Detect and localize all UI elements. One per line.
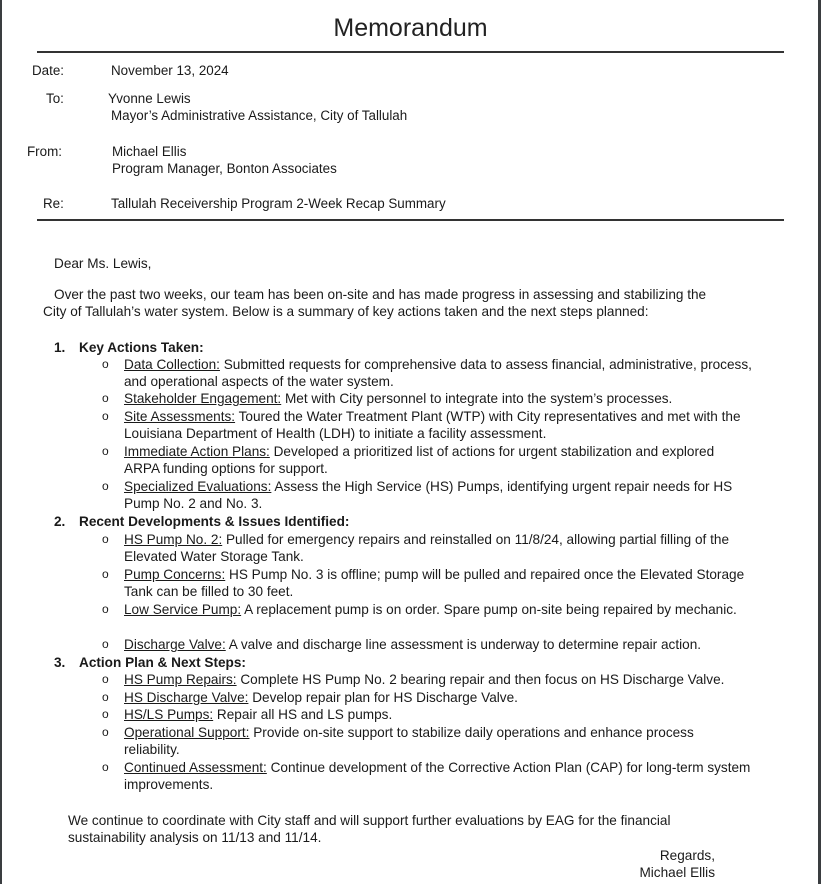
section-title: Action Plan & Next Steps: [79, 655, 246, 670]
list-item [102, 759, 762, 793]
section-number: 2. [54, 514, 66, 529]
item-text: Provide on-site support to stabilize daily operations and enhance process reliability. [124, 725, 694, 757]
section-heading [54, 654, 246, 671]
bullet-icon: o [102, 602, 109, 616]
item-label: Stakeholder Engagement: [124, 391, 282, 406]
item-text: HS Pump No. 3 is offline; pump will be pulled and repaired once the Elevated Storage Tank can be filled to 30 feet. [124, 567, 745, 599]
bullet-icon: o [102, 479, 109, 493]
section-heading [54, 339, 204, 356]
bullet-icon: o [102, 444, 109, 458]
item-label: Pump Concerns: [124, 567, 226, 582]
closing-line-1: We continue to coordinate with City staff and will support further evaluations by EAG for the financial [68, 813, 671, 828]
item-text: Assess the High Service (HS) Pumps, identifying urgent repair needs for HS Pump No. 2 and No. 3. [124, 479, 733, 511]
from-name: Michael Ellis [112, 144, 187, 159]
salutation: Dear Ms. Lewis, [54, 256, 152, 271]
item-text: Met with City personnel to integrate into the system’s processes. [281, 391, 673, 406]
item-text: Complete HS Pump No. 2 bearing repair and then focus on HS Discharge Valve. [236, 672, 725, 687]
bullet-icon: o [102, 672, 109, 686]
list-item [102, 531, 752, 565]
list-item [102, 706, 752, 723]
item-label: Immediate Action Plans: [124, 444, 270, 459]
signoff: Regards, [659, 848, 715, 863]
item-text: Toured the Water Treatment Plant (WTP) with City representatives and met with the Louisiana Department of Health (LDH) to initiate a facility assessment. [124, 409, 741, 441]
intro-line-2: City of Tallulah’s water system. Below is a summary of key actions taken and the next steps planned: [43, 304, 649, 319]
section-number: 3. [54, 655, 66, 670]
list-item [102, 356, 752, 390]
bullet-icon: o [102, 637, 109, 651]
list-item [102, 671, 762, 688]
item-text: Develop repair plan for HS Discharge Valve. [248, 690, 518, 705]
from-title: Program Manager, Bonton Associates [112, 161, 337, 176]
item-label: Low Service Pump: [124, 602, 242, 617]
item-label: HS Pump Repairs: [124, 672, 237, 687]
signature: Michael Ellis [639, 865, 715, 880]
section-heading [54, 513, 349, 530]
item-label: HS Discharge Valve: [124, 690, 249, 705]
list-item [102, 689, 752, 706]
list-item [102, 601, 752, 618]
date-label: Date: [32, 63, 65, 78]
item-label: Operational Support: [124, 725, 250, 740]
section-title: Recent Developments & Issues Identified: [79, 514, 350, 529]
date-value: November 13, 2024 [111, 63, 229, 78]
list-item [102, 566, 752, 600]
item-text: Continue development of the Corrective Action Plan (CAP) for long-term system improvements. [124, 760, 751, 792]
item-label: Discharge Valve: [124, 637, 226, 652]
section-number: 1. [54, 340, 66, 355]
list-item [102, 443, 752, 477]
item-text: A valve and discharge line assessment is underway to determine repair action. [225, 637, 702, 652]
list-item [102, 724, 732, 758]
item-text: Pulled for emergency repairs and reinstalled on 11/8/24, allowing partial filling of the Elevated Water Storage Tank. [124, 532, 730, 564]
bullet-icon: o [102, 391, 109, 405]
header-rule-top [37, 51, 784, 53]
to-name: Yvonne Lewis [108, 91, 191, 106]
closing-line-2: sustainability analysis on 11/13 and 11/14. [68, 830, 322, 845]
from-label: From: [27, 144, 62, 159]
item-label: Continued Assessment: [124, 760, 267, 775]
bullet-icon: o [102, 357, 109, 371]
to-label: To: [46, 91, 64, 106]
item-label: Specialized Evaluations: [124, 479, 272, 494]
list-item [102, 636, 752, 653]
list-item [102, 408, 752, 442]
item-text: A replacement pump is on order. Spare pump on-site being repaired by mechanic. [241, 602, 737, 617]
re-value: Tallulah Receivership Program 2-Week Recap Summary [111, 196, 446, 211]
bullet-icon: o [102, 409, 109, 423]
item-text: Submitted requests for comprehensive data to assess financial, administrative, process, and operational aspects of the water system. [124, 357, 752, 389]
item-label: HS Pump No. 2: [124, 532, 223, 547]
header-rule-bottom [37, 219, 784, 221]
intro-line-1: Over the past two weeks, our team has been on-site and has made progress in assessing and stabilizing the [54, 287, 707, 302]
list-item [102, 390, 752, 407]
item-text: Developed a prioritized list of actions for urgent stabilization and explored ARPA funding options for support. [124, 444, 715, 476]
item-text: Repair all HS and LS pumps. [213, 707, 393, 722]
bullet-icon: o [102, 567, 109, 581]
memo-title: Memorandum [333, 14, 488, 42]
bullet-icon: o [102, 690, 109, 704]
re-label: Re: [43, 196, 64, 211]
section-title: Key Actions Taken: [79, 340, 204, 355]
to-title: Mayor’s Administrative Assistance, City of Tallulah [111, 108, 408, 123]
bullet-icon: o [102, 725, 109, 739]
bullet-icon: o [102, 532, 109, 546]
list-item [102, 478, 752, 512]
item-label: Site Assessments: [124, 409, 236, 424]
page-border-left [0, 0, 2, 884]
item-label: Data Collection: [124, 357, 220, 372]
bullet-icon: o [102, 760, 109, 774]
bullet-icon: o [102, 707, 109, 721]
item-label: HS/LS Pumps: [124, 707, 214, 722]
